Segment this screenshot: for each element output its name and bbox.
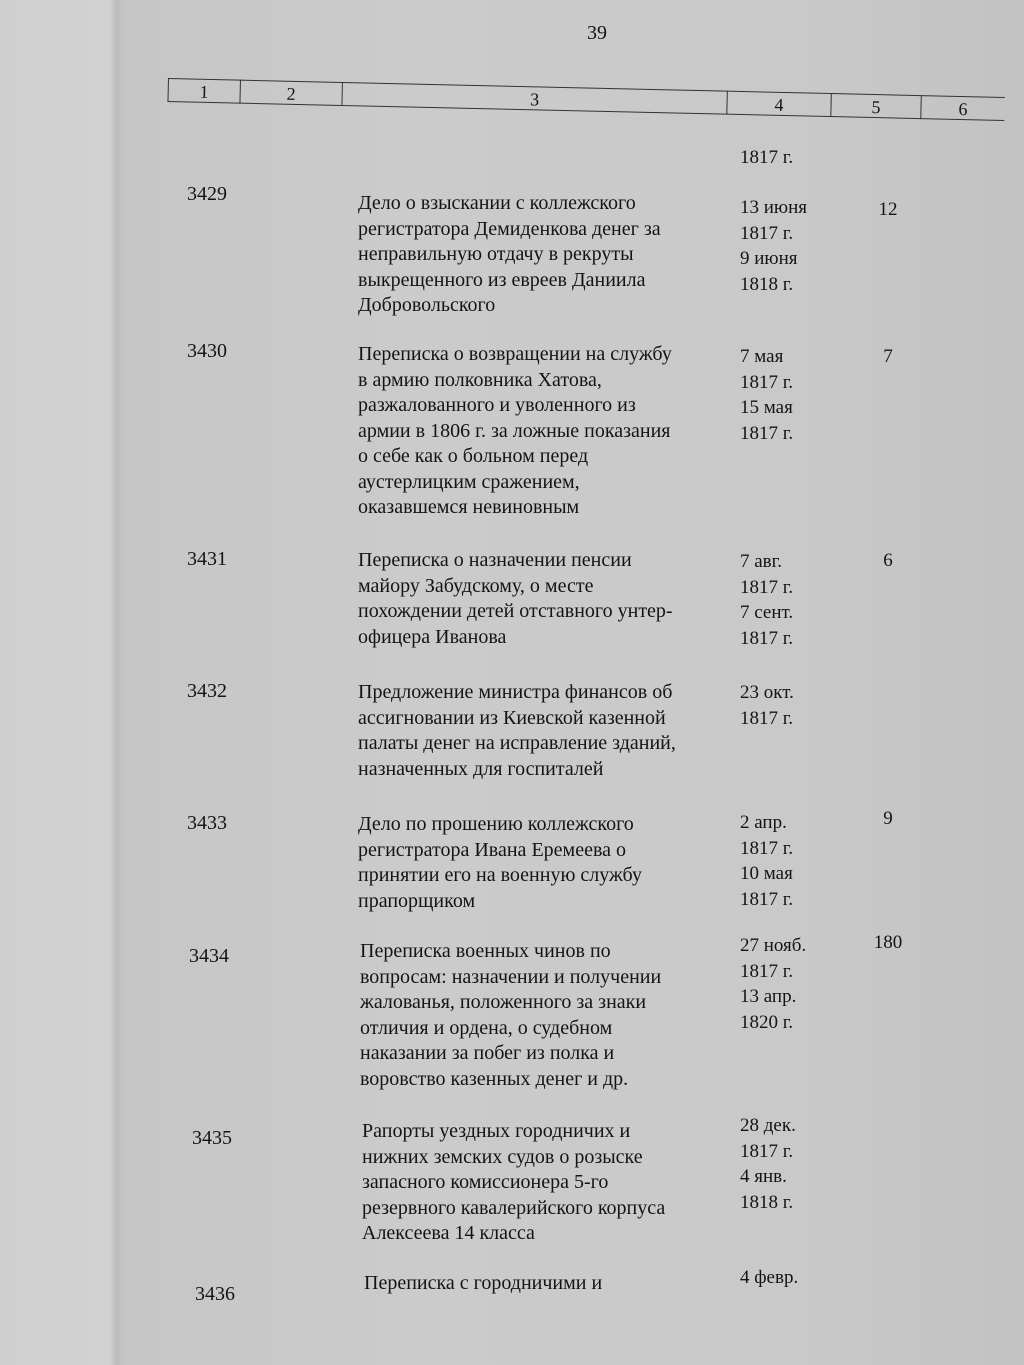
record-sheets: 12 [878, 199, 898, 220]
record-number: 3430 [187, 340, 227, 362]
record-dates: 7 мая 1817 г. 15 мая 1817 г. [740, 346, 794, 444]
record-number: 3436 [195, 1283, 235, 1305]
record-dates: 28 дек. 1817 г. 4 янв. 1818 г. [740, 1115, 796, 1213]
record-dates: 27 нояб. 1817 г. 13 апр. 1820 г. [740, 935, 807, 1033]
record-description: Переписка о возвращении на службу в армию полковника Хатова, разжалованного и уволенного из армии в 1806 г. за ложные показания о себе как о больном перед аустерлицким сражением, оказавшемся невиновным [358, 343, 672, 518]
record-dates: 2 апр. 1817 г. 10 мая 1817 г. [740, 812, 794, 910]
column-header-1: 1 [167, 78, 240, 104]
record-dates: 23 окт. 1817 г. [740, 682, 794, 729]
column-header-5: 5 [830, 93, 921, 119]
record-number: 3429 [187, 183, 227, 205]
record-description: Дело по прошению коллежского регистратора Ивана Еремеева о принятии его на военную службу прапорщиком [358, 813, 642, 912]
column-header-2: 2 [239, 80, 342, 106]
table-header [167, 78, 1004, 147]
record-sheets: 7 [883, 346, 893, 367]
carryover-dates: 1817 г. [740, 147, 794, 168]
column-header-6: 6 [920, 95, 1005, 121]
record-sheets: 180 [873, 932, 903, 953]
record-dates: 13 июня 1817 г. 9 июня 1818 г. [740, 197, 808, 295]
record-description: Переписка военных чинов по вопросам: назначении и получении жалованья, положенного за знаки отличия и ордена, о судебном наказании за побег из полка и воровство казенных денег и др. [360, 940, 662, 1090]
record-description: Переписка о назначении пенсии майору Забудскому, о месте похождении детей отставного унтер- офицера Иванова [358, 549, 673, 648]
record-description: Предложение министра финансов об ассигновании из Киевской казенной палаты денег на исправление зданий, назначенных для госпиталей [358, 681, 676, 780]
record-dates: 7 авг. 1817 г. 7 сент. 1817 г. [740, 551, 794, 649]
column-header-4: 4 [726, 91, 831, 117]
record-description: Рапорты уездных городничих и нижних земских судов о розыске запасного комиссионера 5-го резервного кавалерийского корпуса Алексеева 14 класса [362, 1120, 666, 1244]
record-number: 3434 [189, 945, 229, 967]
record-number: 3435 [192, 1127, 232, 1149]
record-description: Дело о взыскании с коллежского регистратора Демиденкова денег за неправильную отдачу в рекруты выкрещенного из евреев Даниила Добровольского [358, 192, 661, 316]
record-sheets: 9 [883, 808, 893, 829]
record-dates: 4 февр. [740, 1267, 799, 1288]
record-number: 3432 [187, 680, 227, 702]
record-number: 3433 [187, 812, 227, 834]
record-description: Переписка с городничими и [364, 1272, 603, 1294]
record-sheets: 6 [883, 550, 893, 571]
page-number: 39 [587, 22, 607, 44]
record-number: 3431 [187, 548, 227, 570]
column-header-3: 3 [341, 82, 726, 115]
